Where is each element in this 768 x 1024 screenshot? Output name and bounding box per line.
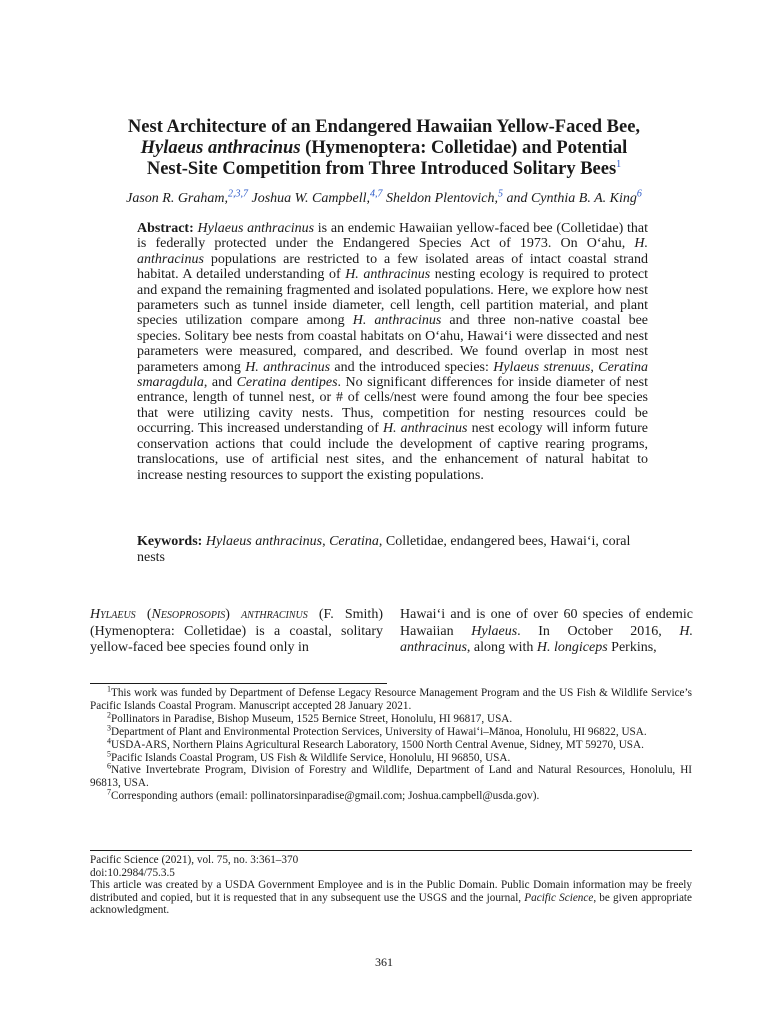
italic-term: H. anthracinus bbox=[400, 623, 693, 655]
footnote-number: 2 bbox=[107, 710, 111, 720]
doi: doi:10.2984/75.3.5 bbox=[90, 866, 175, 879]
body-text-right-column bbox=[400, 607, 693, 657]
text-run: , and bbox=[203, 375, 237, 391]
keywords-label: Keywords: bbox=[137, 534, 203, 549]
footnote bbox=[90, 684, 692, 713]
italic-term: H. anthracinus bbox=[382, 421, 468, 437]
text-run: , along with bbox=[466, 640, 537, 655]
footnote-text: Department of Plant and Environmental Protection Services, University of Hawai‘i–Mānoa, Honolulu, HI 96822, USA. bbox=[111, 725, 647, 738]
italic-term: Hylaeus bbox=[471, 623, 518, 639]
abstract-label: Abstract: bbox=[137, 221, 194, 236]
italic-term: Hylaeus anthracinus bbox=[197, 221, 315, 236]
article-title bbox=[90, 117, 678, 180]
text-run: ) bbox=[225, 607, 242, 622]
footnote-number: 6 bbox=[107, 761, 111, 771]
italic-term: Hylaeus strenuus bbox=[493, 359, 591, 375]
author-affiliation-link[interactable]: 2,3,7 bbox=[228, 188, 248, 200]
journal-name: Pacific Science bbox=[524, 891, 594, 904]
journal-citation: Pacific Science (2021), vol. 75, no. 3:361–370 bbox=[90, 854, 299, 866]
text-run: . No significant differences for inside diameter of nest entrance, length of tunnel nest, or # of cells/nest were found among the four bee species that were utilizing cavity nests. Thus, competition for nesting resources could be occurring. This increased understanding of bbox=[137, 375, 648, 437]
keywords-body bbox=[137, 534, 630, 565]
text-run: populations are restricted to a few isolated areas of intact coastal strand habitat. A detailed understanding of bbox=[137, 251, 648, 283]
italic-term: Hylaeus bbox=[90, 607, 136, 622]
footnotes bbox=[90, 684, 692, 803]
text-run: and three non-native coastal bee species. Solitary bee nests from coastal habitats on O‘ahu, Hawai‘i were dissected and nest parameters were measured, compared, and described. We found overlap in most nest parameters among bbox=[137, 313, 649, 375]
footnote-text: This work was funded by Department of Defense Legacy Resource Management Program and the US Fish & Wildlife Service’s Pacific Islands Coastal Program. Manuscript accepted 28 January 2021. bbox=[90, 687, 692, 712]
author-affiliation-link[interactable]: 4,7 bbox=[369, 188, 383, 200]
text-run: and the introduced species: bbox=[330, 359, 494, 375]
author-affiliation-link[interactable]: 6 bbox=[636, 188, 642, 200]
footnote-divider bbox=[90, 683, 387, 684]
abstract-body bbox=[137, 221, 648, 483]
footnote-text: USDA-ARS, Northern Plains Agricultural Research Laboratory, 1500 North Central Avenue, Sidney, MT 59270, USA. bbox=[111, 738, 644, 751]
text-run: Hawai‘i and is one of over 60 species of endemic Hawaiian bbox=[400, 607, 693, 639]
footnote-text: Native Invertebrate Program, Division of Forestry and Wildlife, Department of Land and Natural Resources, Honolulu, HI 96813, USA. bbox=[90, 764, 692, 790]
author-list bbox=[90, 188, 678, 207]
title-species: Hylaeus anthracinus bbox=[140, 138, 301, 158]
title-line-3: Nest-Site Competition from Three Introduced Solitary Bees bbox=[146, 159, 617, 179]
journal-info bbox=[90, 854, 692, 917]
footnote-text: Pollinators in Paradise, Bishop Museum, 1525 Bernice Street, Honolulu, HI 96817, USA. bbox=[111, 712, 513, 725]
author-name: and Cynthia B. A. King bbox=[502, 191, 637, 206]
page-number: 361 bbox=[375, 955, 393, 969]
footnote-number: 7 bbox=[107, 787, 111, 797]
footnote bbox=[90, 787, 692, 803]
footnote-number: 3 bbox=[107, 722, 111, 732]
author-name: Jason R. Graham, bbox=[126, 191, 228, 206]
author-name: Sheldon Plentovich, bbox=[382, 191, 498, 206]
text-run: is an endemic Hawaiian yellow-faced bee (Colletidae) that is federally protected under the Endangered Species Act of 1973. On O‘ahu, bbox=[137, 221, 648, 252]
footnote-number: 4 bbox=[107, 735, 111, 745]
italic-term: Ceratina smaragdula bbox=[137, 359, 649, 391]
text-run: ( bbox=[135, 607, 152, 622]
footnote bbox=[90, 761, 692, 790]
body-text-left-column bbox=[90, 607, 383, 657]
abstract bbox=[137, 221, 648, 483]
text-run: , bbox=[322, 534, 330, 549]
text-run: (F. Smith) (Hymenoptera: Colletidae) is a coastal, solitary yellow-faced bee species found only in bbox=[90, 607, 383, 655]
italic-term: Hylaeus anthracinus bbox=[205, 534, 323, 549]
text-run: nesting ecology is required to protect and expand the remaining fragmented and isolated populations. Here, we explore how nest parameters such as tunnel inside diameter, cell length, cell partition material, and plant species utilization compare among bbox=[137, 267, 649, 329]
title-footnote-link[interactable]: 1 bbox=[616, 158, 622, 170]
journal-info-divider bbox=[90, 850, 692, 851]
footnote-text: Pacific Islands Coastal Program, US Fish & Wildlife Service, Honolulu, HI 96850, USA. bbox=[111, 751, 511, 764]
italic-term: H. anthracinus bbox=[245, 359, 331, 375]
footnote bbox=[90, 722, 692, 739]
text-run: , bbox=[590, 359, 599, 375]
text-run: nest ecology will inform future conservation actions that could include the development of captive rearing programs, translocations, use of artificial nest sites, and the enhancement of natural habitat to increase nesting resources to support the existing populations. bbox=[137, 421, 648, 483]
italic-term: H. anthracinus bbox=[352, 313, 442, 329]
public-domain-notice: This article was created by a USDA Government Employee and is in the Public Domain. Public Domain information may be freely distributed and copied, but it is requested that in any subsequent use the USGS and the journal, Pacific Science, be given appropriate acknowledgment. bbox=[90, 879, 693, 917]
text-run: , Colletidae, endangered bees, Hawai‘i, coral nests bbox=[137, 534, 631, 565]
italic-term: H. longiceps bbox=[536, 640, 608, 655]
italic-term: H. anthracinus bbox=[137, 236, 648, 267]
footnote bbox=[90, 710, 692, 726]
keywords bbox=[137, 534, 648, 566]
italic-term: H. anthracinus bbox=[345, 267, 431, 283]
text-run: . In October 2016, bbox=[517, 623, 680, 639]
italic-term: Nesoprosopis bbox=[151, 607, 226, 622]
footnote-number: 1 bbox=[107, 684, 111, 694]
author-name: Joshua W. Campbell, bbox=[248, 191, 370, 206]
text-run: Perkins, bbox=[607, 640, 657, 655]
italic-term: Ceratina bbox=[329, 534, 379, 549]
footnote bbox=[90, 748, 692, 765]
footnote-text: Corresponding authors (email: pollinatorsinparadise@gmail.com; Joshua.campbell@usda.gov). bbox=[111, 790, 540, 803]
title-line-1: Nest Architecture of an Endangered Hawaiian Yellow-Faced Bee, bbox=[127, 117, 641, 137]
footnote-number: 5 bbox=[107, 748, 111, 758]
author-affiliation-link[interactable]: 5 bbox=[497, 188, 503, 200]
title-line-2: (Hymenoptera: Colletidae) and Potential bbox=[300, 138, 628, 158]
italic-term: anthracinus bbox=[241, 607, 308, 622]
footnote bbox=[90, 735, 692, 752]
italic-term: Ceratina dentipes bbox=[236, 375, 338, 391]
